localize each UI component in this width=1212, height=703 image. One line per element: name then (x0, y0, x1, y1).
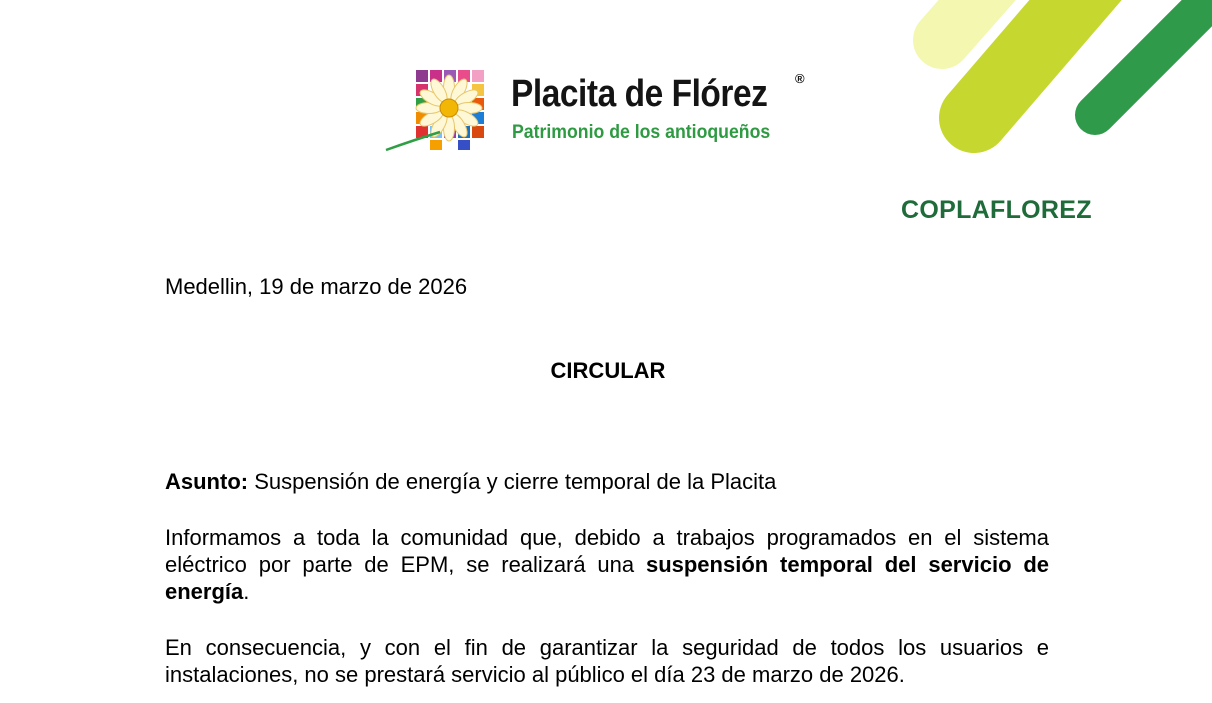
logo-wordmark (511, 74, 802, 114)
subject-line (165, 468, 1049, 495)
paragraph-1-emphasis: suspensión temporal del servicio de energía (165, 552, 1049, 604)
decorative-stripes (890, 0, 1212, 175)
paragraph-1-text: Informamos a toda la comunidad que, debido a trabajos programados en el sistema eléctrico por parte de EPM, se realizará una (165, 525, 1049, 577)
document-title: CIRCULAR (550, 358, 666, 383)
subject-text: Suspensión de energía y cierre temporal de la Placita (248, 469, 777, 494)
registered-mark: ® (795, 71, 805, 86)
paragraph-2: En consecuencia, y con el fin de garantizar la seguridad de todos los usuarios e instalaciones, no se prestará servicio al público el día 23 de marzo de 2026. (165, 635, 1049, 687)
paragraph-1-end: . (243, 579, 250, 604)
organization-name: COPLAFLOREZ (901, 196, 1092, 224)
logo-title: Placita de Flórez (511, 73, 768, 115)
flower-mosaic-icon (384, 66, 499, 154)
logo-tagline: Patrimonio de los antioqueños (512, 122, 771, 143)
place-date: Medellin, 19 de marzo de 2026 (165, 274, 468, 299)
paragraph-1 (165, 524, 1049, 605)
subject-label: Asunto: (165, 469, 249, 494)
